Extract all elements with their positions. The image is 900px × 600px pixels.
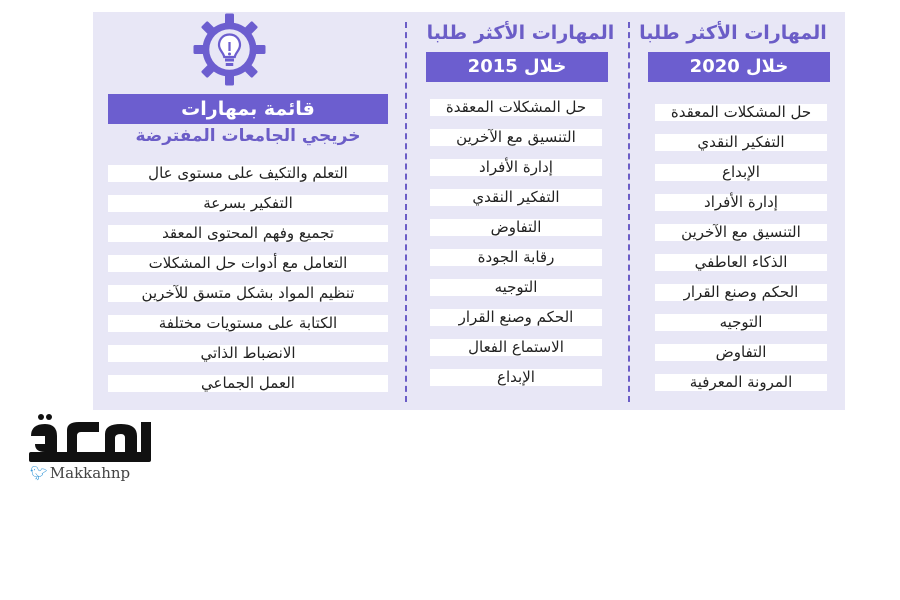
list-item: التفكير النقدي	[655, 134, 827, 151]
list-item: الانضباط الذاتي	[108, 345, 388, 362]
list-item: العمل الجماعي	[108, 375, 388, 392]
twitter-handle	[30, 464, 130, 482]
column-2020-heading: المهارات الأكثر طلبا	[639, 22, 827, 44]
list-item: الحكم وصنع القرار	[430, 309, 602, 326]
list-item: الإبداع	[430, 369, 602, 386]
list-item: إدارة الأفراد	[655, 194, 827, 211]
twitter-handle-text: Makkahnp	[49, 464, 131, 482]
list-item: التوجيه	[655, 314, 827, 331]
list-item: الحكم وصنع القرار	[655, 284, 827, 301]
list-item: التنسيق مع الآخرين	[655, 224, 827, 241]
list-item: التعلم والتكيف على مستوى عال	[108, 165, 388, 182]
list-item: التفاوض	[655, 344, 827, 361]
column-divider	[405, 22, 407, 402]
column-2020-period: خلال 2020	[648, 52, 830, 82]
list-item: التوجيه	[430, 279, 602, 296]
column-2015-period: خلال 2015	[426, 52, 608, 82]
list-item: إدارة الأفراد	[430, 159, 602, 176]
makkah-logo	[27, 412, 155, 482]
list-item: التفكير النقدي	[430, 189, 602, 206]
list-item: التفاوض	[430, 219, 602, 236]
column-2020	[628, 12, 838, 410]
column-2015-heading: المهارات الأكثر طلبا	[426, 22, 615, 44]
column-2015	[418, 12, 623, 410]
twitter-bird-icon: 🐦︎	[30, 466, 48, 482]
list-item: رقابة الجودة	[430, 249, 602, 266]
list-item: المرونة المعرفية	[655, 374, 827, 391]
gear-lightbulb-icon	[192, 12, 267, 87]
list-item: الكتابة على مستويات مختلفة	[108, 315, 388, 332]
list-item: حل المشكلات المعقدة	[430, 99, 602, 116]
column-divider	[628, 22, 630, 402]
list-item: تنظيم المواد بشكل متسق للآخرين	[108, 285, 388, 302]
list-item: الاستماع الفعال	[430, 339, 602, 356]
list-item: الذكاء العاطفي	[655, 254, 827, 271]
list-item: التفكير بسرعة	[108, 195, 388, 212]
suggested-subtitle: خريجي الجامعات المفترضة	[135, 126, 361, 146]
makkah-logo-mark	[27, 412, 155, 464]
list-item: التعامل مع أدوات حل المشكلات	[108, 255, 388, 272]
list-item: حل المشكلات المعقدة	[655, 104, 827, 121]
suggested-title: قائمة بمهارات	[108, 94, 388, 124]
list-item: تجميع وفهم المحتوى المعقد	[108, 225, 388, 242]
list-item: الإبداع	[655, 164, 827, 181]
list-item: التنسيق مع الآخرين	[430, 129, 602, 146]
